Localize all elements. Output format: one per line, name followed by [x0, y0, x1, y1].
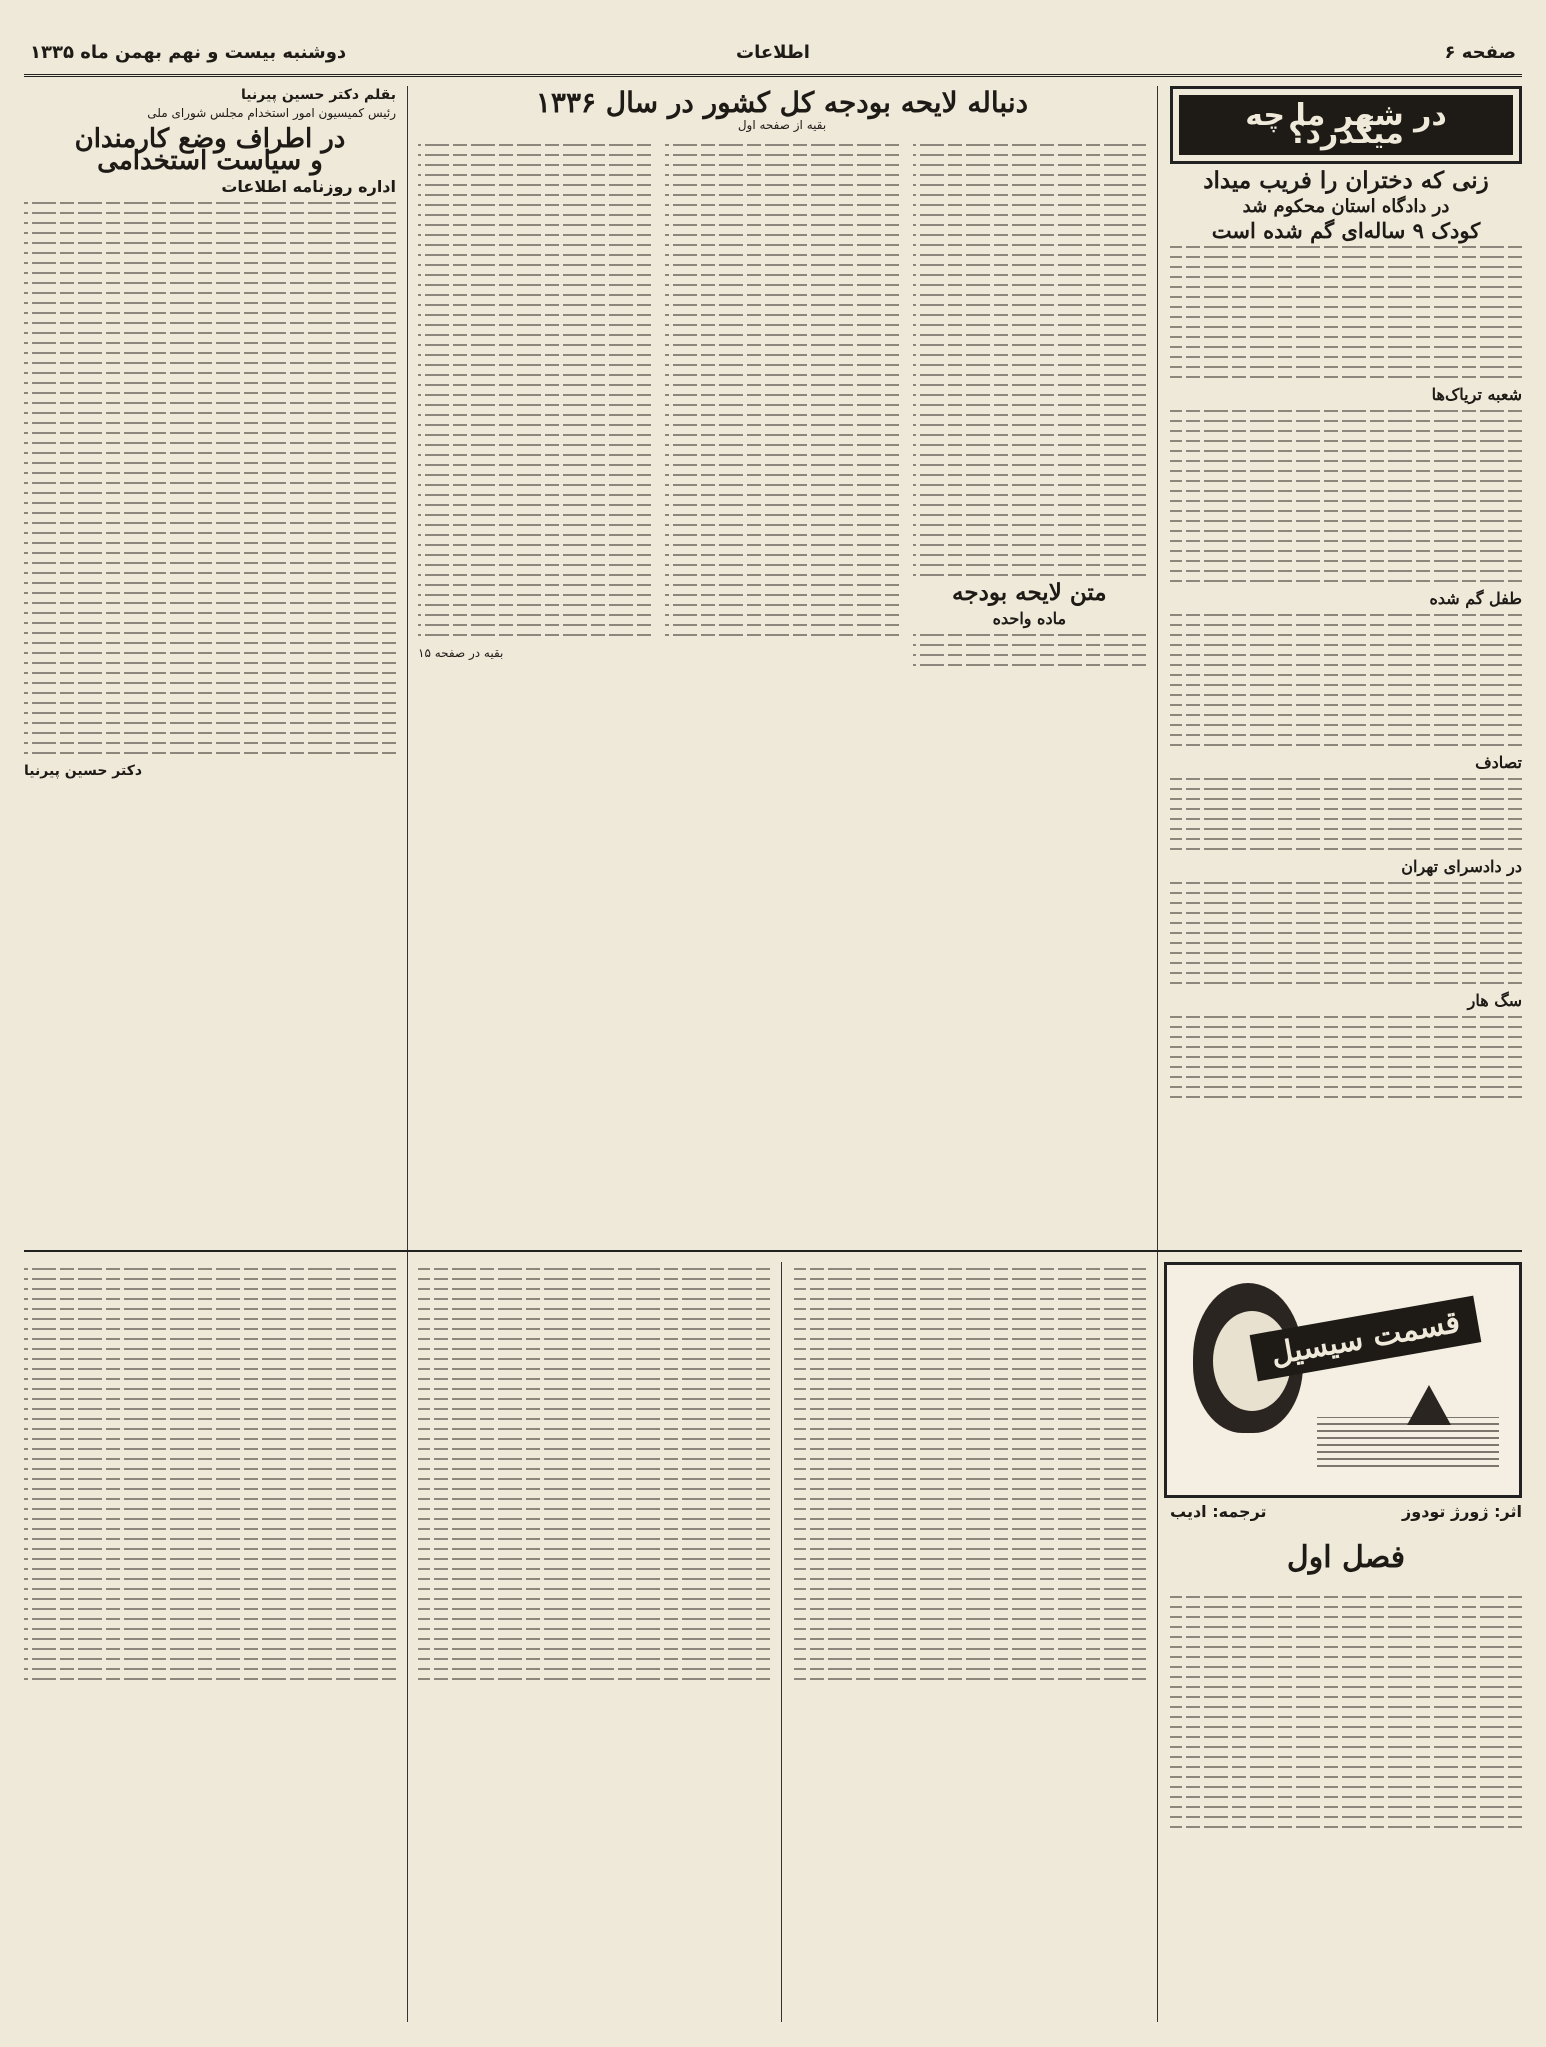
serial-text-3 — [418, 1268, 770, 1680]
budget-columns — [418, 138, 1146, 674]
city-sub-rabid-dog: سگ هار — [1467, 991, 1522, 1010]
budget-col-2 — [665, 138, 898, 674]
serial-credits — [1170, 1502, 1522, 1521]
city-body-text-4 — [1170, 778, 1522, 850]
serial-text-4 — [24, 1268, 396, 1680]
city-sub-accident: تصادف — [1475, 753, 1522, 772]
column-rule — [407, 86, 408, 1266]
sailboat — [1407, 1385, 1451, 1425]
serial-col-2 — [794, 1262, 1146, 2022]
budget-col-3 — [418, 138, 651, 674]
budget-text-2 — [665, 144, 898, 636]
page-number: صفحه ۶ — [1444, 41, 1516, 63]
masthead — [24, 30, 1522, 77]
city-body-text-3 — [1170, 614, 1522, 746]
serial-translator: ترجمه: ادیب — [1170, 1502, 1267, 1521]
opinion-byline: بقلم دکتر حسین پیرنیا — [241, 87, 396, 103]
opinion-byline-title: رئیس کمیسیون امور استخدام مجلس شورای ملی — [147, 106, 396, 120]
serial-col-3 — [418, 1262, 770, 2022]
city-headline-1: زنی که دختران را فریب میداد — [1203, 167, 1489, 194]
serial-illustration — [1164, 1262, 1522, 1498]
city-headline-2: در دادگاه استان محکوم شد — [1242, 196, 1450, 217]
budget-text-heading: متن لایحه بودجه — [952, 579, 1107, 606]
city-sub-prosecutor: در دادسرای تهران — [1401, 857, 1522, 876]
newspaper-page — [24, 30, 1522, 2025]
opinion-signature: دکتر حسین پیرنیا — [24, 763, 143, 779]
serial-author: اثر: ژورژ تودوز — [1402, 1502, 1522, 1521]
city-news-box — [1170, 86, 1522, 164]
city-body-text-5 — [1170, 882, 1522, 984]
budget-headline: دنباله لایحه بودجه کل کشور در سال ۱۳۳۶ — [535, 86, 1029, 119]
budget-article-heading: ماده واحده — [992, 609, 1067, 628]
serial-col-4 — [24, 1262, 396, 2022]
serial-col-1 — [1170, 1590, 1522, 2020]
city-body-text-1 — [1170, 246, 1522, 378]
budget-text-1b — [913, 634, 1146, 666]
budget-text-3 — [418, 144, 651, 636]
column-rule — [1157, 1262, 1158, 2022]
city-sub-missing-child: طفل گم شده — [1429, 589, 1522, 608]
budget-continued-note: بقیه از صفحه اول — [737, 118, 827, 132]
column-rule — [781, 1262, 782, 2022]
city-headline-3: کودک ۹ ساله‌ای گم شده است — [1211, 218, 1481, 243]
opinion-article — [24, 86, 396, 1266]
budget-jump-note: بقیه در صفحه ۱۵ — [418, 646, 504, 660]
opinion-desk: اداره روزنامه اطلاعات — [221, 177, 396, 196]
opinion-text — [24, 202, 396, 754]
serial-text-2 — [794, 1268, 1146, 1680]
city-body-text-6 — [1170, 1016, 1522, 1098]
opinion-headline-1: در اطراف وضع کارمندان — [74, 124, 346, 154]
issue-date: دوشنبه بیست و نهم بهمن ماه ۱۳۳۵ — [30, 41, 347, 63]
budget-col-1 — [913, 138, 1146, 674]
city-news-title: در شهر ما چه میگذرد؟ — [1179, 95, 1513, 155]
serial-text-1 — [1170, 1596, 1522, 1828]
fold-rule — [24, 1250, 1522, 1252]
budget-article — [418, 86, 1146, 1266]
column-rule — [407, 1262, 408, 2022]
paper-name: اطلاعات — [736, 41, 810, 63]
city-sub-opium: شعبه تریاک‌ها — [1431, 385, 1522, 404]
chapter-title: فصل اول — [1286, 1540, 1406, 1575]
serial-title-banner: قسمت سیسیل — [1250, 1296, 1482, 1382]
city-body-text-2 — [1170, 410, 1522, 582]
opinion-headline-2: و سیاست استخدامی — [97, 146, 323, 176]
budget-text-1 — [913, 144, 1146, 576]
city-news-column — [1170, 86, 1522, 1266]
column-rule — [1157, 86, 1158, 1266]
